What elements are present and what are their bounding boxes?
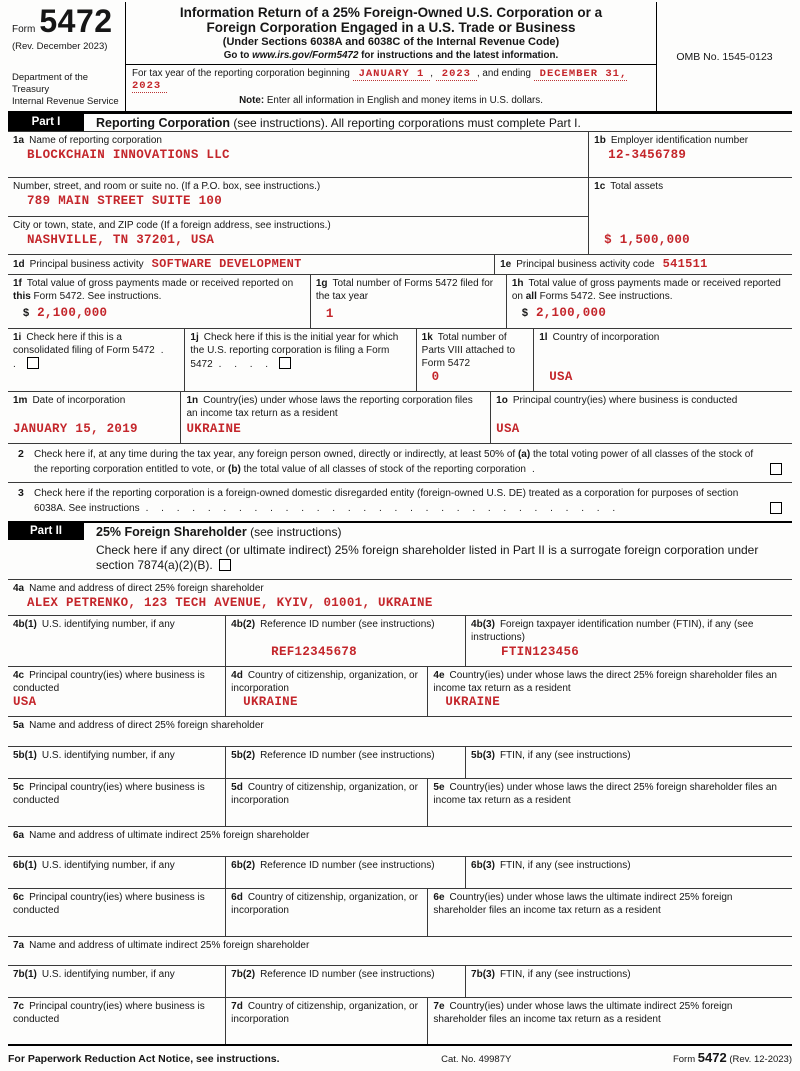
- line2-text: Check here if, at any time during the tax year, any foreign person owned, directly or indirectly, at least 50% of (a) the total voting power of all classes of the stock of the reporting corporation entitled to vote, or (b) the total value of all classes of stock of the reporting corporation .: [34, 449, 754, 475]
- part2-title: 25% Foreign Shareholder: [96, 525, 247, 539]
- field-1m-label: Date of incorporation: [32, 395, 126, 406]
- note-line: Note: Enter all information in English and money items in U.S. dollars.: [239, 95, 543, 107]
- field-1g-label: Total number of Forms 5472 filed for the tax year: [315, 278, 494, 302]
- field-1l-label: Country of incorporation: [552, 332, 660, 343]
- row-1i: 1i Check here if this is a consolidated filing of Form 5472 . . 1j Check here if this is the initial year for which the U.S. reporting corporation is filing a Form 5472 . . . . 1k Total number of Parts VIII attached to Form 5472 0 1l Country of incorporation USA: [8, 328, 792, 391]
- field-6d-label: Country of citizenship, organization, or incorporation: [231, 891, 418, 916]
- field-5b3-label: FTIN, if any (see instructions): [499, 749, 631, 761]
- field-1a-label: Name of reporting corporation: [29, 135, 162, 146]
- row-7c: 7c Principal country(ies) where business is conducted 7d Country of citizenship, organization, or incorporation 7e Country(ies) under whose laws the ultimate indirect 25% foreign shareholder files an income tax return as a resident: [8, 997, 792, 1044]
- field-1e-label: Principal business activity code: [516, 259, 655, 270]
- field-4b2-label: Reference ID number (see instructions): [260, 618, 435, 630]
- form-number: 5472: [39, 3, 113, 39]
- field-1c-value[interactable]: $ 1,500,000: [604, 233, 690, 247]
- field-7a-label: Name and address of ultimate indirect 25% foreign shareholder: [29, 939, 310, 951]
- field-7a-value[interactable]: [13, 952, 787, 955]
- field-1h-value[interactable]: 2,100,000: [535, 306, 607, 320]
- field-city-value[interactable]: NASHVILLE, TN 37201, USA: [27, 232, 215, 247]
- row-6c: 6c Principal country(ies) where business is conducted 6d Country of citizenship, organization, or incorporation 6e Country(ies) under whose laws the ultimate indirect 25% foreign shareholder files an income tax return as a resident: [8, 888, 792, 936]
- row-5a: 5a Name and address of direct 25% foreign shareholder: [8, 716, 792, 746]
- field-4d-value[interactable]: UKRAINE: [243, 694, 298, 709]
- row-line3: 3 Check here if the reporting corporation is a foreign-owned domestic disregarded entity (foreign-owned U.S. DE) treated as a corporation for purposes of section 6038A. See instructions . . . . . . . . . . . . . . . . . . . . . . . . . . . . . . .: [8, 482, 792, 521]
- line3-text: Check here if the reporting corporation is a foreign-owned domestic disregarded entity (foreign-owned U.S. DE) treated as a corporation for purposes of section 6038A. See instructions . . . . . . . . . . . . . . . . . . . . . . . . . . . . . . .: [34, 488, 739, 514]
- form-title-line2: Foreign Corporation Engaged in a U.S. Trade or Business: [206, 20, 576, 36]
- field-4b3-value[interactable]: FTIN123456: [501, 644, 580, 659]
- checkbox-surrogate[interactable]: [219, 559, 231, 571]
- field-1o-label: Principal country(ies) where business is conducted: [512, 395, 738, 406]
- field-6b1-label: U.S. identifying number, if any: [41, 859, 175, 871]
- field-city-label: City or town, state, and ZIP code (If a foreign address, see instructions.): [13, 219, 331, 231]
- form-title-line1: Information Return of a 25% Foreign-Owned U.S. Corporation or a: [179, 5, 603, 20]
- field-1j-label: Check here if this is the initial year for which the U.S. reporting corporation is filing a Form 5472: [190, 332, 399, 370]
- surrogate-statement: Check here if any direct (or ultimate indirect) 25% foreign shareholder listed in Part II is a surrogate foreign corporation under section 7874(a)(2)(B).: [96, 543, 759, 573]
- row-line2: 2 Check here if, at any time during the tax year, any foreign person owned, directly or indirectly, at least 50% of (a) the total voting power of all classes of the stock of the reporting corporation entitled to vote, or (b) the total value of all classes of stock of the reporting corporation .: [8, 443, 792, 482]
- field-7b1-label: U.S. identifying number, if any: [41, 968, 175, 980]
- row-address: Number, street, and room or suite no. (If a P.O. box, see instructions.) 789 MAIN STREET SUITE 100 City or town, state, and ZIP code (If a foreign address, see instructions.) NASHVILLE, TN 37201, USA 1c Total assets $ 1,500,000: [8, 177, 792, 254]
- omb-number: OMB No. 1545-0123: [676, 50, 773, 63]
- part2-tag: Part II: [8, 523, 84, 540]
- field-1l-value[interactable]: USA: [549, 370, 573, 384]
- field-1k-label: Total number of Parts VIII attached to Form 5472: [421, 332, 516, 369]
- field-1b-label: Employer identification number: [610, 135, 749, 146]
- field-1b-value[interactable]: 12-3456789: [608, 148, 687, 162]
- field-1n-value[interactable]: UKRAINE: [186, 422, 242, 436]
- field-5d-label: Country of citizenship, organization, or incorporation: [231, 781, 418, 806]
- field-7b3-label: FTIN, if any (see instructions): [499, 968, 631, 980]
- form-revision: (Rev. December 2023): [12, 41, 108, 52]
- field-1d-value[interactable]: SOFTWARE DEVELOPMENT: [151, 257, 302, 271]
- part1-bar: Part I Reporting Corporation (see instructions). All reporting corporations must complete Part I.: [8, 114, 792, 132]
- row-5b: 5b(1) U.S. identifying number, if any 5b(2) Reference ID number (see instructions) 5b(3) FTIN, if any (see instructions): [8, 746, 792, 778]
- field-1m-value[interactable]: JANUARY 15, 2019: [13, 422, 138, 436]
- row-4b: 4b(1) U.S. identifying number, if any 4b(2) Reference ID number (see instructions) REF12345678 4b(3) Foreign taxpayer identification number (FTIN), if any (see instructions) FTIN123456: [8, 615, 792, 666]
- catalog-number: Cat. No. 49987Y: [441, 1053, 512, 1065]
- field-1e-value[interactable]: 541511: [662, 257, 708, 271]
- field-7d-label: Country of citizenship, organization, or incorporation: [231, 1000, 418, 1025]
- omb-box: [656, 2, 792, 111]
- field-1g-value[interactable]: 1: [325, 307, 334, 321]
- field-6a-value[interactable]: [13, 842, 787, 845]
- checkbox-1j[interactable]: [279, 357, 291, 369]
- field-7b2-label: Reference ID number (see instructions): [260, 968, 435, 980]
- form-subtitle: (Under Sections 6038A and 6038C of the Internal Revenue Code): [222, 36, 560, 49]
- tax-year-box: For tax year of the reporting corporation beginning JANUARY 1 , 2023 , and ending DECEMBER 31, 2023 Note: Enter all information in English and money items in U.S. dollars.: [126, 64, 656, 108]
- field-1f-label: Total value of gross payments made or received reported on this Form 5472. See instructions.: [13, 278, 294, 302]
- field-1i-label: Check here if this is a consolidated filing of Form 5472: [13, 332, 155, 356]
- field-1d-label: Principal business activity: [29, 259, 144, 270]
- field-1k-value[interactable]: 0: [431, 370, 440, 384]
- checkbox-line2[interactable]: [770, 463, 782, 475]
- tax-year-begin-year[interactable]: 2023: [436, 68, 477, 81]
- checkbox-1i[interactable]: [27, 357, 39, 369]
- irs-label: Internal Revenue Service: [12, 96, 119, 108]
- field-7c-label: Principal country(ies) where business is conducted: [13, 1000, 205, 1025]
- field-1n-label: Country(ies) under whose laws the reporting corporation files an income tax return as a resident: [186, 395, 473, 419]
- field-4d-label: Country of citizenship, organization, or incorporation: [231, 669, 418, 694]
- field-6b3-label: FTIN, if any (see instructions): [499, 859, 631, 871]
- part1-title: Reporting Corporation: [96, 116, 231, 130]
- field-6e-label: Country(ies) under whose laws the ultimate indirect 25% foreign shareholder files an income tax return as a resident: [433, 891, 733, 916]
- dept-treasury: Department of the Treasury: [12, 72, 89, 96]
- field-5b1-label: U.S. identifying number, if any: [41, 749, 175, 761]
- footer-form-id: Form 5472 (Rev. 12-2023): [672, 1049, 792, 1065]
- field-4c-value[interactable]: USA: [13, 694, 37, 709]
- field-4a-value[interactable]: ALEX PETRENKO, 123 TECH AVENUE, KYIV, 01001, UKRAINE: [27, 595, 433, 610]
- field-5b2-label: Reference ID number (see instructions): [260, 749, 435, 761]
- tax-year-end-value[interactable]: DECEMBER 31, 2023: [132, 68, 628, 93]
- checkbox-line3[interactable]: [770, 502, 782, 514]
- field-5c-label: Principal country(ies) where business is conducted: [13, 781, 205, 806]
- tax-year-label: For tax year of the reporting corporation beginning: [132, 68, 350, 80]
- field-1h-label: Total value of gross payments made or received reported on all Forms 5472. See instructions.: [511, 278, 781, 302]
- field-street-value[interactable]: 789 MAIN STREET SUITE 100: [27, 194, 223, 208]
- goto-line: Go to www.irs.gov/Form5472 for instructions and the latest information.: [223, 50, 559, 62]
- field-6b2-label: Reference ID number (see instructions): [260, 859, 435, 871]
- form-number-block: [8, 2, 126, 111]
- field-7e-label: Country(ies) under whose laws the ultimate indirect 25% foreign shareholder files an income tax return as a resident: [433, 1000, 733, 1025]
- tax-year-begin-value[interactable]: JANUARY 1: [353, 68, 431, 81]
- form-header: [8, 2, 792, 114]
- field-5a-value[interactable]: [13, 732, 787, 735]
- field-4e-value[interactable]: UKRAINE: [445, 694, 501, 709]
- field-4b1-value[interactable]: [13, 659, 220, 663]
- row-6b: 6b(1) U.S. identifying number, if any 6b(2) Reference ID number (see instructions) 6b(3) FTIN, if any (see instructions): [8, 856, 792, 888]
- field-4e-label: Country(ies) under whose laws the direct 25% foreign shareholder files an income tax return as a resident: [433, 669, 777, 694]
- row-4c: 4c Principal country(ies) where business is conducted USA 4d Country of citizenship, organization, or incorporation UKRAINE 4e Country(ies) under whose laws the direct 25% foreign shareholder files an income tax return as a resident UKRAINE: [8, 666, 792, 716]
- field-6c-label: Principal country(ies) where business is conducted: [13, 891, 205, 916]
- form-footer: [8, 1044, 792, 1071]
- field-5a-label: Name and address of direct 25% foreign shareholder: [29, 719, 264, 731]
- irs-url[interactable]: www.irs.gov/Form5472: [252, 50, 359, 62]
- row-4a: 4a Name and address of direct 25% foreign shareholder ALEX PETRENKO, 123 TECH AVENUE, KYIV, 01001, UKRAINE: [8, 579, 792, 615]
- row-7a: 7a Name and address of ultimate indirect 25% foreign shareholder: [8, 936, 792, 965]
- field-5e-label: Country(ies) under whose laws the direct 25% foreign shareholder files an income tax return as a resident: [433, 781, 777, 806]
- paperwork-notice: For Paperwork Reduction Act Notice, see instructions.: [8, 1052, 280, 1065]
- field-1f-value[interactable]: 2,100,000: [37, 306, 108, 320]
- field-1o-value[interactable]: USA: [496, 422, 520, 436]
- row-7b: 7b(1) U.S. identifying number, if any 7b(2) Reference ID number (see instructions) 7b(3) FTIN, if any (see instructions): [8, 965, 792, 997]
- row-6a: 6a Name and address of ultimate indirect 25% foreign shareholder: [8, 826, 792, 856]
- field-4b2-value[interactable]: REF12345678: [271, 644, 357, 659]
- field-6a-label: Name and address of ultimate indirect 25% foreign shareholder: [29, 829, 310, 841]
- row-1m: 1m Date of incorporation JANUARY 15, 2019 1n Country(ies) under whose laws the reporting corporation files an income tax return as a resident UKRAINE 1o Principal country(ies) where business is conducted USA: [8, 391, 792, 443]
- field-4b1-label: U.S. identifying number, if any: [41, 618, 175, 630]
- row-1f: 1f Total value of gross payments made or received reported on this Form 5472. See instructions. $ 2,100,000 1g Total number of Forms 5472 filed for the tax year 1 1h Total value of gross payments made or received reported on all Forms 5472. See instructions. $ 2,100,000: [8, 274, 792, 328]
- row-1a: 1a Name of reporting corporation BLOCKCHAIN INNOVATIONS LLC 1b Employer identification number 12-3456789: [8, 132, 792, 177]
- field-4b3-label: Foreign taxpayer identification number (FTIN), if any (see instructions): [471, 618, 754, 643]
- row-5c: 5c Principal country(ies) where business is conducted 5d Country of citizenship, organization, or incorporation 5e Country(ies) under whose laws the direct 25% foreign shareholder files an income tax return as a resident: [8, 778, 792, 826]
- field-1c-label: Total assets: [610, 181, 664, 192]
- field-4a-label: Name and address of direct 25% foreign shareholder: [29, 582, 264, 594]
- part1-tag: Part I: [8, 114, 84, 131]
- row-1d: 1d Principal business activity SOFTWARE DEVELOPMENT 1e Principal business activity code 541511: [8, 254, 792, 274]
- form-title-block: [126, 2, 656, 111]
- part2-bar: Part II 25% Foreign Shareholder (see instructions): [8, 521, 792, 540]
- field-4c-label: Principal country(ies) where business is conducted: [13, 669, 205, 694]
- form-word: Form: [12, 24, 36, 35]
- field-1a-value[interactable]: BLOCKCHAIN INNOVATIONS LLC: [27, 148, 230, 162]
- field-street-label: Number, street, and room or suite no. (If a P.O. box, see instructions.): [13, 181, 321, 192]
